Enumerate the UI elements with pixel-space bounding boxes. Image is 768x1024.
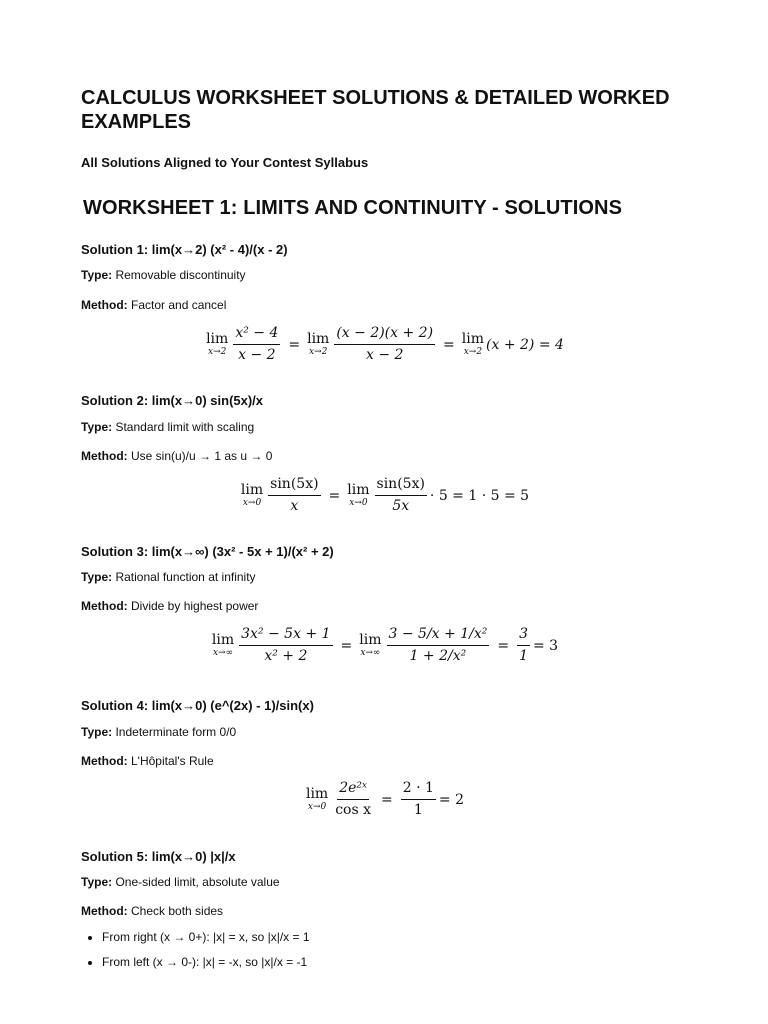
- fraction: $\frac{3}{1}$: [519, 626, 528, 664]
- equation-tail: = 2: [438, 791, 465, 808]
- limit-operator: lim x→2: [206, 331, 229, 357]
- worksheet-heading: WORKSHEET 1: LIMITS AND CONTINUITY - SOLUTIONS: [83, 197, 623, 219]
- solution-5-cases-list: [81, 930, 310, 980]
- solution-2-method-value: Use sin(u)/u → 1 as u → 0: [131, 449, 273, 463]
- type-label: Type:: [81, 268, 113, 282]
- method-label: Method:: [81, 298, 128, 312]
- fraction: $\frac{(x - 2)(x + 2)}{x - 2}$: [336, 325, 434, 363]
- fraction: $\frac{2 \cdot 1}{1}$: [402, 780, 434, 818]
- method-label: Method:: [81, 449, 128, 463]
- solution-4-heading: Solution 4: lim(x→0) (e^(2x) - 1)/sin(x): [81, 698, 314, 713]
- limit-operator: lim x→0: [347, 482, 370, 508]
- solution-4-equation: lim x→0 $\frac{\text{2e²ˣ}}{\text{cos x}}$ = $\frac{2 \cdot 1}{1}$ = 2: [305, 780, 465, 818]
- solution-4-method-value: L'Hôpital's Rule: [131, 754, 214, 768]
- solution-2-equation: lim x→0 $\frac{\sin(5x)}{x}$ = lim x→0 $\frac{\sin(5x)}{5x}$ · 5 = 1 · 5 = 5: [240, 476, 530, 514]
- type-label: Type:: [81, 570, 113, 584]
- limit-operator: lim x→∞: [211, 632, 235, 658]
- method-label: Method:: [81, 904, 128, 918]
- solution-2-type-value: Standard limit with scaling: [115, 420, 255, 434]
- solution-3-type-value: Rational function at infinity: [115, 570, 256, 584]
- solution-1-type-value: Removable discontinuity: [115, 268, 246, 282]
- fraction: $\frac{\text{2e²ˣ}}{\text{cos x}}$: [335, 780, 372, 818]
- solution-4-type: [81, 725, 236, 739]
- solution-1-type: [81, 268, 246, 282]
- solution-2-heading: Solution 2: lim(x→0) sin(5x)/x: [81, 393, 264, 408]
- solution-1-method-value: Factor and cancel: [131, 298, 227, 312]
- solution-3-method-value: Divide by highest power: [131, 599, 259, 613]
- solution-4-type-value: Indeterminate form 0/0: [115, 725, 237, 739]
- limit-operator: lim x→∞: [359, 632, 382, 658]
- equation-tail: = 3: [532, 637, 559, 654]
- limit-operator: lim x→2: [307, 331, 330, 357]
- document-title: CALCULUS WORKSHEET SOLUTIONS & DETAILED WORKED EXAMPLES: [81, 87, 670, 133]
- limit-operator: lim x→0: [305, 786, 329, 812]
- solution-3-type: [81, 570, 256, 584]
- solution-4-method: [81, 754, 214, 768]
- fraction: $\frac{\sin(5x)}{5x}$: [376, 476, 425, 514]
- method-label: Method:: [81, 599, 128, 613]
- limit-operator: lim x→2: [461, 331, 485, 357]
- type-label: Type:: [81, 875, 113, 889]
- solution-3-heading: Solution 3: lim(x→∞) (3x² - 5x + 1)/(x² + 2): [81, 544, 334, 559]
- solution-1-method: [81, 298, 226, 312]
- fraction: $\frac{\text{3 − 5/x + 1/x²}}{\text{1 + 2/x²}}$: [388, 626, 488, 664]
- fraction: $\frac{\text{3x² − 5x + 1}}{\text{x² + 2}}$: [241, 626, 331, 664]
- solution-5-heading: Solution 5: lim(x→0) |x|/x: [81, 849, 236, 864]
- solution-5-method-value: Check both sides: [131, 904, 224, 918]
- solution-1-equation: lim x→2 $\frac{\text{x² − 4}}{x - 2}$ = lim x→2 $\frac{(x - 2)(x + 2)}{x - 2}$ = lim x→2 (x + 2) = 4: [206, 325, 564, 363]
- document-subtitle: All Solutions Aligned to Your Contest Syllabus: [81, 155, 369, 170]
- solution-5-method: [81, 904, 223, 918]
- fraction: $\frac{\text{x² − 4}}{x - 2}$: [235, 325, 279, 363]
- fraction: $\frac{\sin(5x)}{x}$: [270, 476, 319, 514]
- solution-2-method: [81, 449, 272, 463]
- solution-3-method: [81, 599, 258, 613]
- list-item: • From right (x → 0+): |x| = x, so |x|/x = 1: [102, 930, 310, 944]
- solution-3-equation: lim x→∞ $\frac{\text{3x² − 5x + 1}}{\text{x² + 2}}$ = lim x→∞ $\frac{\text{3 − 5/x + 1/x²}}{\text{1 + 2/x²}}$ = $\frac{3}{1}$ = 3: [211, 626, 559, 664]
- solution-1-heading: Solution 1: lim(x→2) (x² - 4)/(x - 2): [81, 242, 288, 257]
- solution-2-type: [81, 420, 254, 434]
- type-label: Type:: [81, 725, 113, 739]
- type-label: Type:: [81, 420, 113, 434]
- solution-5-type-value: One-sided limit, absolute value: [115, 875, 280, 889]
- method-label: Method:: [81, 754, 128, 768]
- solution-5-type: [81, 875, 280, 889]
- equation-tail: · 5 = 1 · 5 = 5: [429, 487, 530, 504]
- limit-operator: lim x→0: [240, 482, 264, 508]
- equation-tail: (x + 2) = 4: [486, 336, 564, 353]
- list-item: • From left (x → 0-): |x| = -x, so |x|/x = -1: [102, 955, 310, 969]
